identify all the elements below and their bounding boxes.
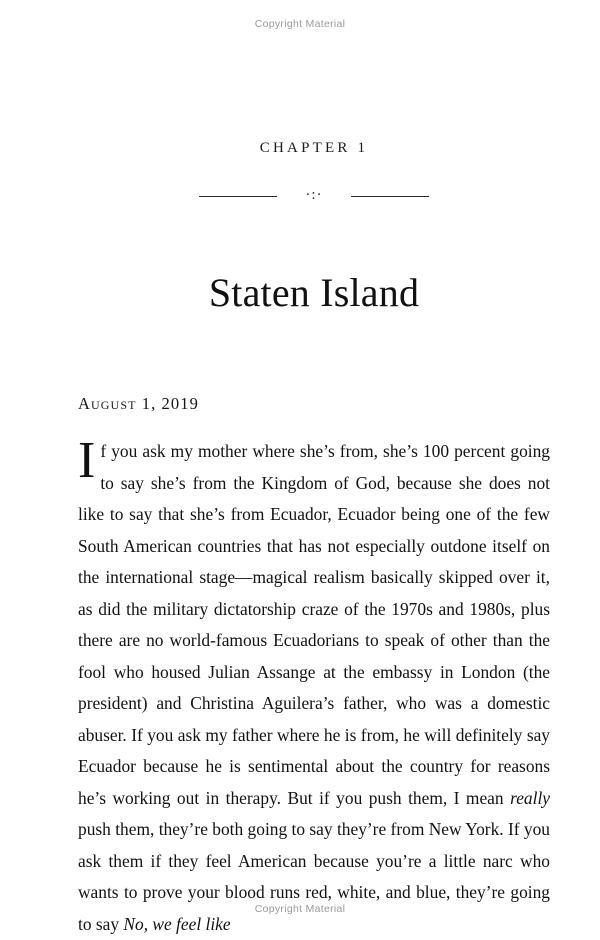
watermark-bottom: Copyright Material <box>254 903 346 915</box>
paragraph-text-part-1: f you ask my mother where she’s from, she’s 100 percent going to say she’s from the Kingdom of God, because she does not like to say that she’s from Ecuador, Ecuador being one of the few South American countries that has not especially outdone itself on the international stage—magical realism basically skipped over it, as did the military dictatorship craze of the 1970s and 1980s, plus there are no world-famous Ecuadorians to speak of other than the fool who housed Julian Assange at the embassy in London (the president) and Christina Aguilera’s father, who was a domestic abuser. If you ask my father where he is from, he will definitely say Ecuador because he is sentimental about the country for reasons he’s working out in therapy. But if you push them, I mean <box>78 441 550 808</box>
paragraph-text-part-2: push them, they’re both going to say they’re from New York. If you ask them if they feel American because you’re a little narc who wants to prove your blood runs red, white, and blue, they’re going to say <box>78 819 550 934</box>
paragraph-emphasis-2: No, we feel like <box>123 913 231 934</box>
ornament-glyph: ·:· <box>305 187 323 203</box>
paragraph-emphasis-1: really <box>510 787 550 808</box>
chapter-date: August 1, 2019 <box>78 394 199 413</box>
section-ornament <box>199 185 429 207</box>
chapter-label: CHAPTER 1 <box>259 140 369 156</box>
ornament-rule-right <box>351 196 429 197</box>
drop-cap: I <box>78 432 96 489</box>
watermark-top: Copyright Material <box>254 18 346 30</box>
page-content <box>78 120 550 940</box>
page-title: Staten Island <box>208 270 420 315</box>
body-paragraph <box>78 432 550 940</box>
